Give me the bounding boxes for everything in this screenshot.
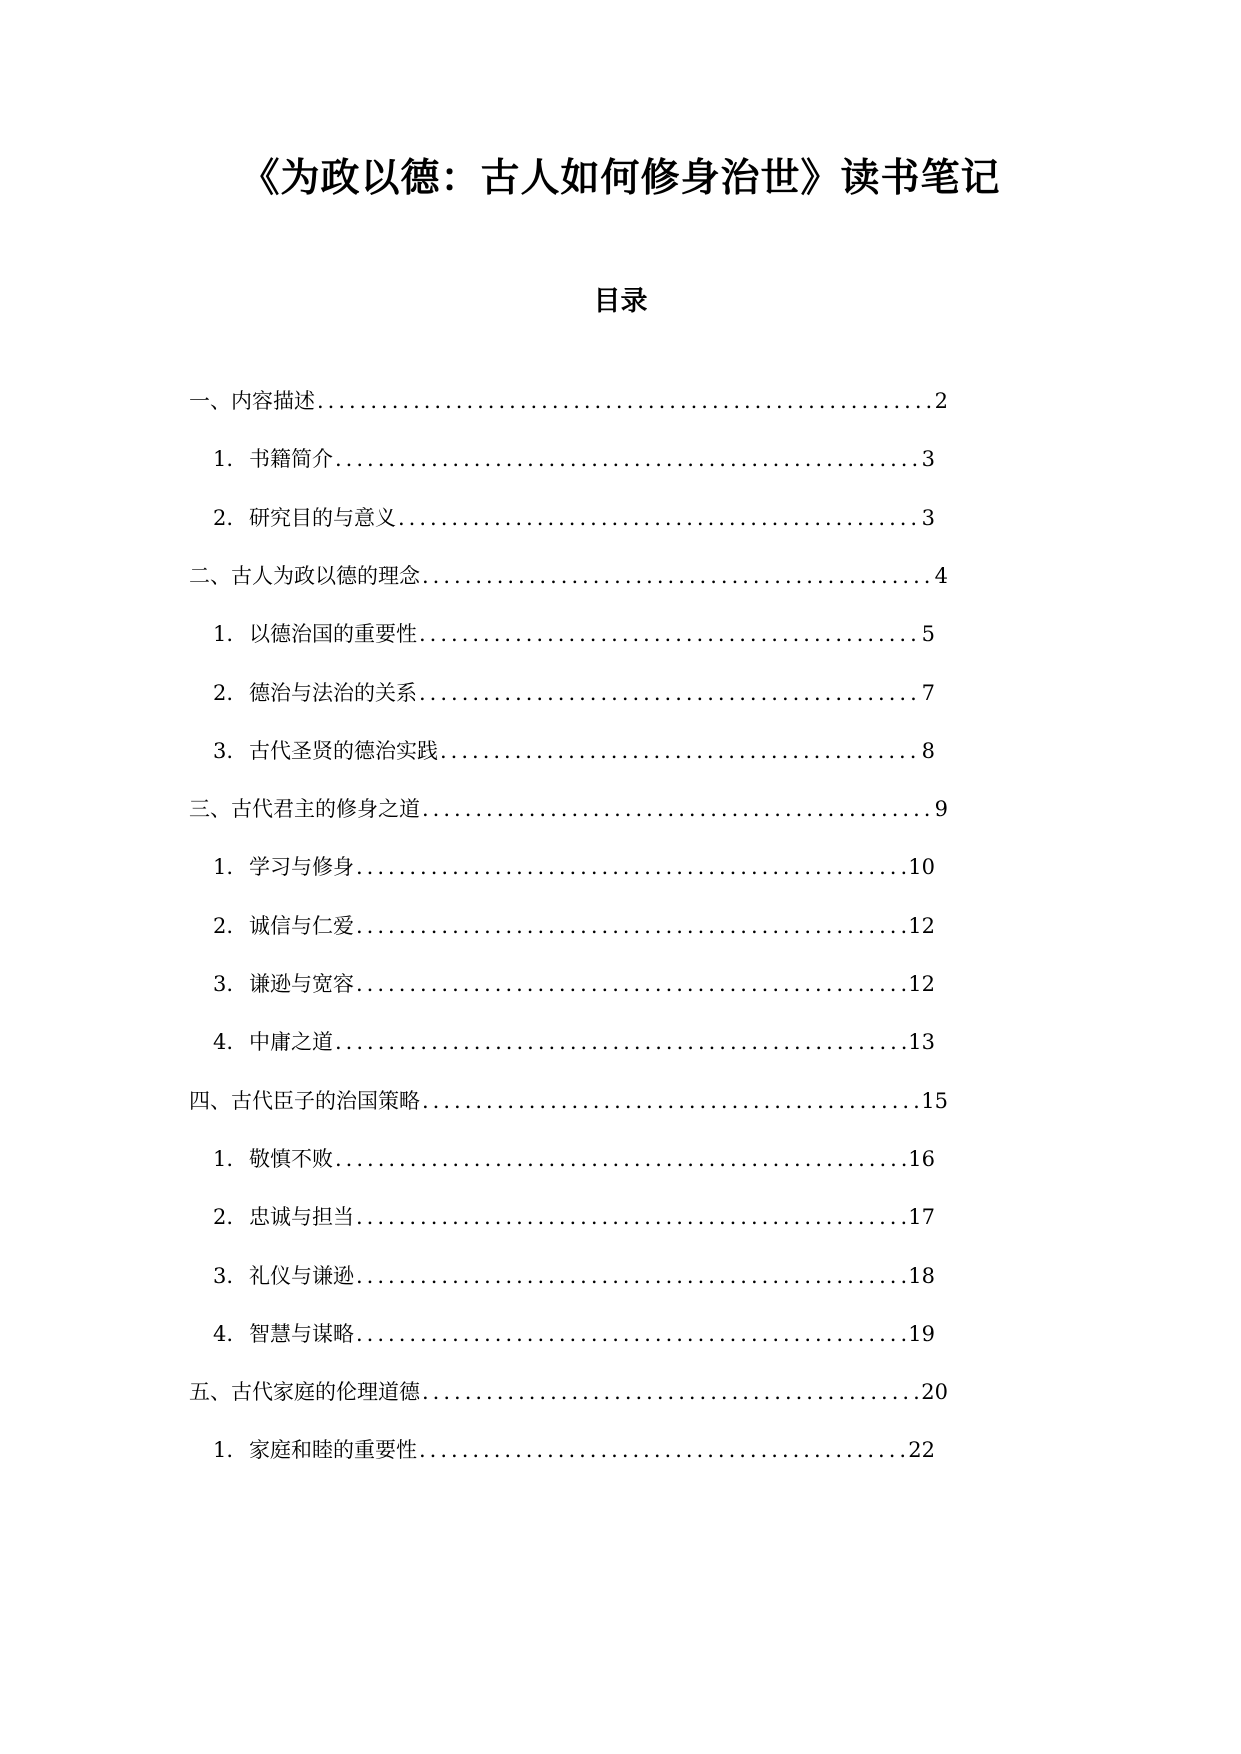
toc-section-entry[interactable] [189,1375,948,1409]
toc-entry-title: 德治与法治的关系 [249,680,417,705]
toc-page-number: 8 [921,738,935,763]
toc-entry-title: 敬慎不败 [249,1146,333,1171]
toc-entry-number: 1. [213,1146,234,1171]
toc-page-number: 4 [934,563,948,588]
toc-dot-leader [356,909,906,943]
toc-entry-number: 4. [213,1030,234,1055]
toc-page-number: 16 [908,1146,935,1171]
toc-entry-title: 智慧与谋略 [249,1321,354,1346]
toc-entry-number: 4. [213,1321,234,1346]
toc-dot-leader [440,734,920,768]
toc-page-number: 5 [921,622,935,647]
toc-dot-leader [356,967,906,1001]
toc-dot-leader [422,1084,919,1118]
toc-heading: 目录 [593,286,648,317]
toc-entry-number: 3. [213,972,234,996]
toc-dot-leader [356,1259,906,1293]
toc-entry-number: 2. [213,680,234,705]
toc-entry-title: 诚信与仁爱 [249,913,354,938]
toc-dot-leader [398,501,920,535]
toc-section-entry[interactable] [189,384,948,418]
toc-page-number: 7 [921,680,935,705]
toc-subsection-entry[interactable] [213,967,935,1001]
toc-page-number: 9 [934,797,948,822]
toc-entry-title: 学习与修身 [249,855,354,880]
toc-entry-title: 一、内容描述 [189,389,315,413]
toc-dot-leader [356,1317,906,1351]
toc-subsection-entry[interactable] [213,734,935,768]
toc-page-number: 20 [921,1380,948,1405]
toc-entry-title: 家庭和睦的重要性 [249,1438,417,1463]
toc-page-number: 10 [908,855,935,880]
toc-entry-number: 1. [213,622,234,647]
toc-subsection-entry[interactable] [213,909,935,943]
toc-section-entry[interactable] [189,792,948,826]
toc-entry-title: 书籍简介 [249,447,333,472]
toc-page-number: 15 [921,1088,948,1113]
toc-page-number: 17 [908,1205,935,1230]
toc-subsection-entry[interactable] [213,1317,935,1351]
toc-entry-title: 四、古代臣子的治国策略 [189,1088,420,1113]
toc-subsection-entry[interactable] [213,1433,935,1467]
toc-entry-title: 忠诚与担当 [249,1205,354,1230]
toc-page-number: 2 [934,389,948,413]
toc-dot-leader [356,850,906,884]
toc-subsection-entry[interactable] [213,617,935,651]
toc-entry-number: 2. [213,1205,234,1230]
toc-dot-leader [422,792,933,826]
toc-entry-title: 以德治国的重要性 [249,622,417,647]
toc-entry-title: 三、古代君主的修身之道 [189,797,420,822]
toc-subsection-entry[interactable] [213,442,935,476]
toc-dot-leader [335,1142,906,1176]
toc-dot-leader [335,442,920,476]
toc-entry-number: 2. [213,913,234,938]
toc-subsection-entry[interactable] [213,501,935,535]
toc-page-number: 12 [908,913,935,938]
toc-page-number: 13 [908,1030,935,1055]
toc-page-number: 3 [921,447,935,472]
toc-dot-leader [419,1433,906,1467]
toc-page-number: 22 [908,1438,935,1463]
toc-page-number: 19 [908,1321,935,1346]
toc-subsection-entry[interactable] [213,1142,935,1176]
toc-subsection-entry[interactable] [213,1025,935,1059]
toc-entry-number: 1. [213,447,234,472]
toc-entry-title: 五、古代家庭的伦理道德 [189,1380,420,1405]
toc-dot-leader [422,559,933,593]
toc-subsection-entry[interactable] [213,676,935,710]
document-title: 《为政以德：古人如何修身治世》读书笔记 [240,155,1001,201]
toc-dot-leader [317,384,933,418]
toc-page-number: 3 [921,505,935,530]
toc-page-number: 12 [908,972,935,996]
toc-subsection-entry[interactable] [213,1200,935,1234]
toc-section-entry[interactable] [189,559,948,593]
toc-dot-leader [335,1025,906,1059]
toc-entry-number: 1. [213,1438,234,1463]
toc-entry-title: 谦逊与宽容 [249,972,354,996]
toc-entry-title: 礼仪与谦逊 [249,1263,354,1288]
toc-entry-title: 二、古人为政以德的理念 [189,563,420,588]
toc-page-number: 18 [908,1263,935,1288]
toc-subsection-entry[interactable] [213,850,935,884]
toc-dot-leader [419,617,920,651]
toc-entry-title: 研究目的与意义 [249,505,396,530]
toc-entry-number: 3. [213,738,234,763]
toc-section-entry[interactable] [189,1084,948,1118]
toc-subsection-entry[interactable] [213,1259,935,1293]
toc-dot-leader [422,1375,919,1409]
toc-dot-leader [419,676,920,710]
toc-entry-title: 中庸之道 [249,1030,333,1055]
toc-entry-number: 1. [213,855,234,880]
toc-dot-leader [356,1200,906,1234]
toc-entry-title: 古代圣贤的德治实践 [249,738,438,763]
toc-entry-number: 2. [213,505,234,530]
toc-entry-number: 3. [213,1263,234,1288]
